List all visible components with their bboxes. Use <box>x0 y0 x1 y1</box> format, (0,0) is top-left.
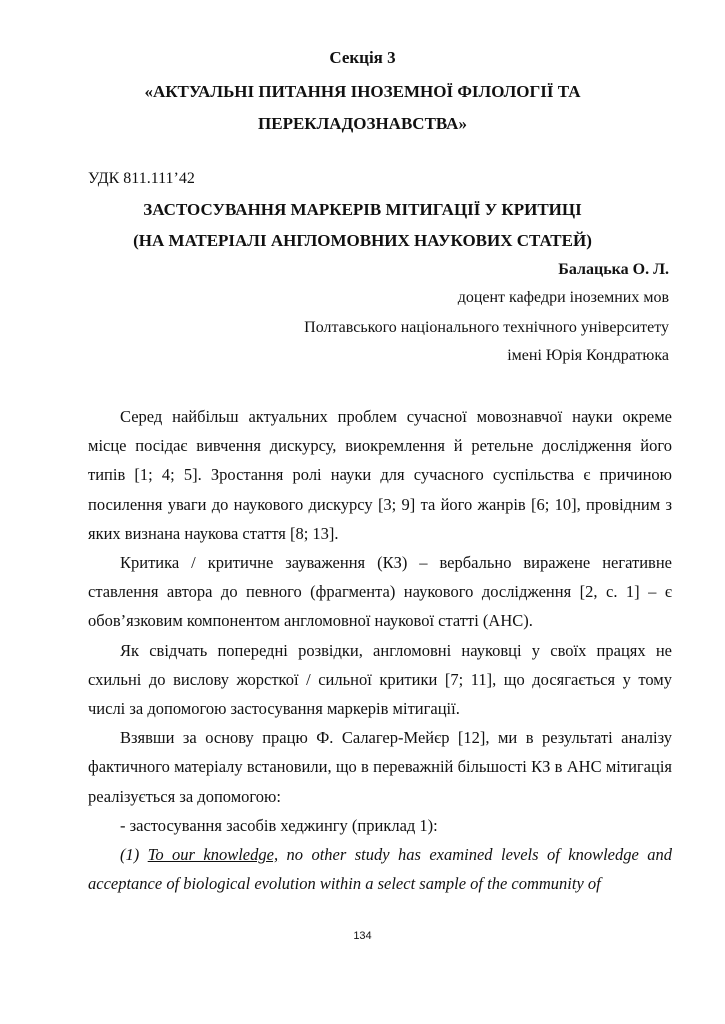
paragraph-3: Як свідчать попередні розвідки, англомовні науковці у своїх працях не схильні до вислову жорсткої / сильної критики [7; 11], що досягається у тому числі за допомогою застосування маркерів мітигації. <box>88 640 672 719</box>
author-name: Балацька О. Л. <box>558 261 669 278</box>
section-title-line-1: «АКТУАЛЬНІ ПИТАННЯ ІНОЗЕМНОЇ ФІЛОЛОГІЇ ТА <box>144 82 581 101</box>
paragraph-5: - застосування засобів хеджингу (приклад 1): <box>120 815 438 835</box>
example-1 <box>88 840 672 898</box>
author-position: доцент кафедри іноземних мов <box>457 289 669 306</box>
example-hedge-marker: To our knowledge, <box>147 845 279 865</box>
example-text: no other study has examined levels of knowledge and acceptance of biological evolution within a select sample of the community of <box>88 845 672 894</box>
page-number: 134 <box>353 930 372 942</box>
paragraph-1: Серед найбільш актуальних проблем сучасної мовознавчої науки окреме місце посідає вивчення дискурсу, виокремлення й ретельне дослідження його типів [1; 4; 5]. Зростання ролі науки для сучасного суспільства є причиною посилення уваги до наукового дискурсу [3; 9] та його жанрів [6; 10], провідним з яких визнана наукова стаття [8; 13]. <box>88 407 672 543</box>
article-title-line-1: ЗАСТОСУВАННЯ МАРКЕРІВ МІТИГАЦІЇ У КРИТИЦІ <box>143 200 582 219</box>
paragraph-2: Критика / критичне зауваження (КЗ) – вербально виражене негативне ставлення автора до певного (фрагмента) наукового дослідження [2, с. 1] – є обов’язковим компонентом англомовної наукової статті (АНС). <box>88 553 672 631</box>
section-label: Секція 3 <box>329 48 396 67</box>
article-body <box>88 402 672 898</box>
example-number: (1) <box>120 845 140 865</box>
author-university-named-after: імені Юрія Кондратюка <box>507 347 669 364</box>
author-university: Полтавського національного технічного університету <box>304 319 669 336</box>
section-title-line-2: ПЕРЕКЛАДОЗНАВСТВА» <box>258 114 467 133</box>
article-title-line-2: (НА МАТЕРІАЛІ АНГЛОМОВНИХ НАУКОВИХ СТАТЕЙ) <box>133 231 592 250</box>
paragraph-4: Взявши за основу працю Ф. Салагер-Мейєр [12], ми в результаті аналізу фактичного матеріалу встановили, що в переважній більшості КЗ в АНС мітигація реалізується за допомогою: <box>88 728 672 806</box>
udk-code: УДК 811.111’42 <box>88 170 195 187</box>
